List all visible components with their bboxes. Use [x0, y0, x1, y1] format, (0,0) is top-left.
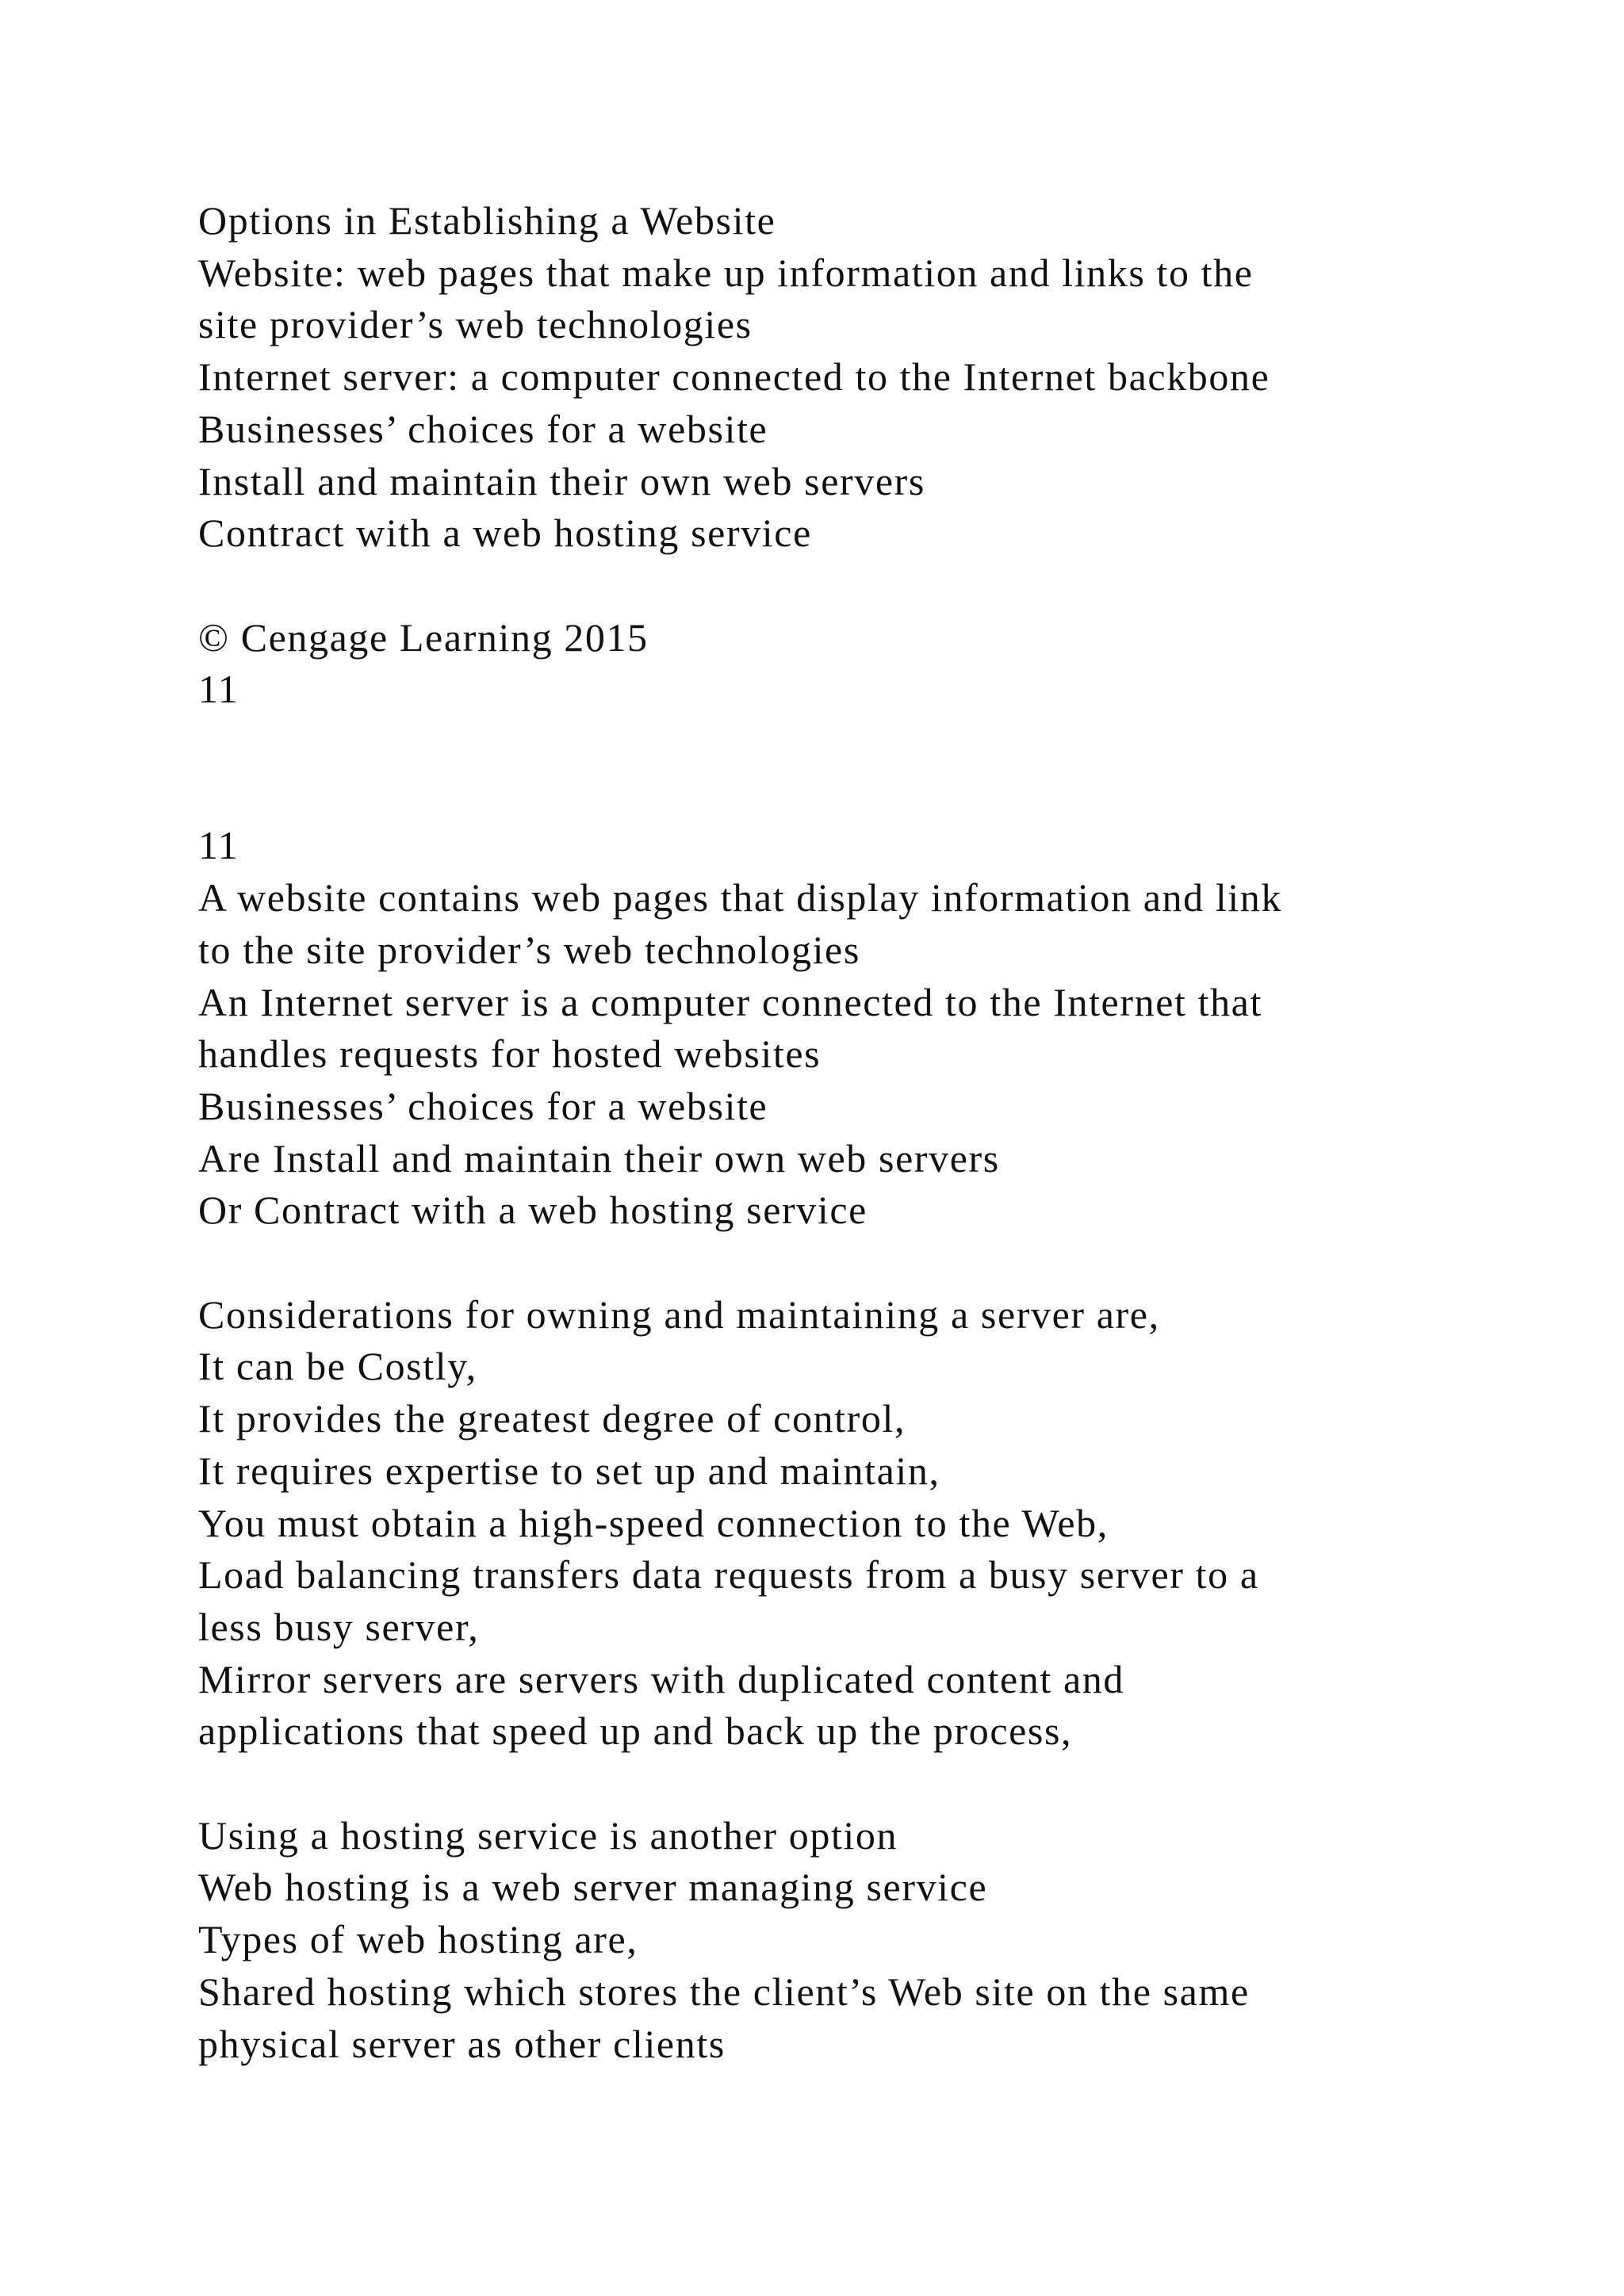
text-line: An Internet server is a computer connected to the Internet that	[198, 979, 1262, 1024]
blank-line	[198, 768, 1530, 821]
document-text	[198, 195, 1530, 2070]
document-title: Options in Establishing a Website	[198, 198, 776, 243]
text-line: handles requests for hosted websites	[198, 1031, 822, 1077]
text-line: Considerations for owning and maintaining a server are,	[198, 1292, 1160, 1337]
slide-number: 11	[198, 823, 239, 868]
text-line: Businesses’ choices for a website	[198, 406, 768, 451]
text-line: Are Install and maintain their own web servers	[198, 1135, 1000, 1181]
page-number: 11	[198, 667, 239, 712]
text-line: Mirror servers are servers with duplicated content and	[198, 1656, 1124, 1701]
copyright-line: © Cengage Learning 2015	[198, 614, 649, 660]
blank-line	[198, 716, 1530, 768]
text-line: Contract with a web hosting service	[198, 511, 812, 556]
text-line: site provider’s web technologies	[198, 302, 753, 347]
text-line: to the site provider’s web technologies	[198, 927, 860, 972]
text-line: Internet server: a computer connected to the Internet backbone	[198, 354, 1270, 400]
text-line: less busy server,	[198, 1604, 480, 1649]
text-line: Shared hosting which stores the client’s Web site on the same	[198, 1969, 1250, 2014]
text-line: applications that speed up and back up the process,	[198, 1709, 1073, 1754]
text-line: Or Contract with a web hosting service	[198, 1188, 868, 1233]
text-line: Install and maintain their own web servers	[198, 458, 925, 503]
text-line: Load balancing transfers data requests from a busy server to a	[198, 1552, 1259, 1598]
blank-line	[198, 1237, 1530, 1289]
text-line: Using a hosting service is another option	[198, 1812, 898, 1858]
text-line: You must obtain a high-speed connection to the Web,	[198, 1500, 1109, 1545]
text-line: It provides the greatest degree of control,	[198, 1396, 906, 1441]
text-line: Types of web hosting are,	[198, 1917, 638, 1962]
text-line: It can be Costly,	[198, 1344, 477, 1389]
text-line: Website: web pages that make up information and links to the	[198, 250, 1254, 295]
blank-line	[198, 1758, 1530, 1810]
blank-line	[198, 560, 1530, 612]
text-line: Web hosting is a web server managing service	[198, 1865, 988, 1910]
text-line: It requires expertise to set up and maintain,	[198, 1448, 940, 1493]
text-line: physical server as other clients	[198, 2021, 726, 2066]
text-line: A website contains web pages that display information and link	[198, 875, 1282, 920]
text-line: Businesses’ choices for a website	[198, 1083, 768, 1128]
